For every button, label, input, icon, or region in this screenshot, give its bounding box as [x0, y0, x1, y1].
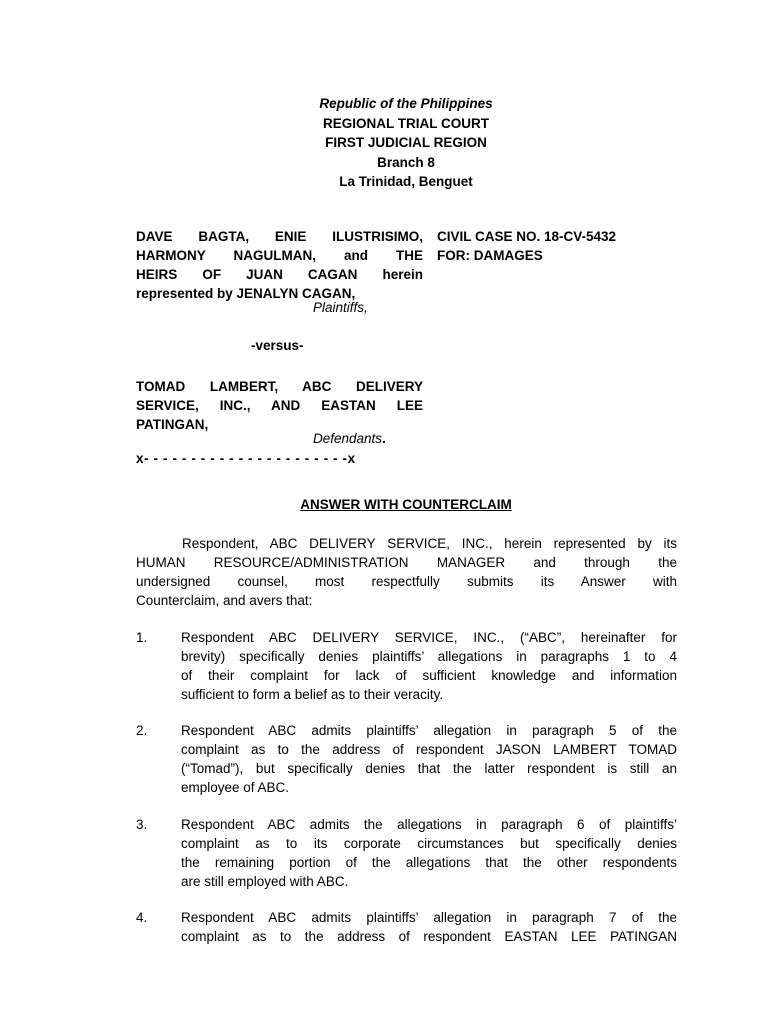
plaintiffs-line: represented by JENALYN CAGAN, [136, 286, 356, 301]
intro-paragraph [136, 534, 677, 610]
judicial-region: FIRST JUDICIAL REGION [325, 135, 487, 150]
defendants-role [313, 431, 386, 446]
numbered-paragraph [136, 628, 677, 704]
case-number: CIVIL CASE NO. 18-CV-5432 [437, 229, 617, 244]
paragraph-line: complaint as to the address of respondent JASON LAMBERT TOMAD [181, 742, 677, 757]
defendants-line: PATINGAN, [136, 417, 209, 432]
paragraph-line: complaint as to its corporate circumstances but specifically denies [181, 836, 677, 851]
court-name: REGIONAL TRIAL COURT [322, 115, 489, 131]
defendants-line: TOMAD LAMBERT, ABC DELIVERY [136, 379, 423, 394]
branch: Branch 8 [377, 154, 435, 170]
court-location: La Trinidad, Benguet [339, 174, 473, 189]
paragraph-line: of their complaint for lack of sufficient knowledge and information [181, 668, 677, 683]
paragraph-number: 2. [136, 723, 148, 738]
paragraph-number: 4. [136, 910, 148, 925]
plaintiffs-line: HEIRS OF JUAN CAGAN herein [136, 267, 423, 282]
paragraph-line: Respondent ABC admits the allegations in paragraph 6 of plaintiffs’ [181, 817, 677, 832]
paragraph-line: Respondent ABC admits plaintiffs’ allegation in paragraph 7 of the [181, 910, 677, 925]
paragraph-line: employee of ABC. [181, 780, 290, 795]
paragraph-line: Respondent ABC DELIVERY SERVICE, INC., (“ABC”, hereinafter for [181, 630, 677, 645]
paragraph-line: brevity) specifically denies plaintiffs’ allegations in paragraphs 1 to 4 [181, 649, 677, 664]
intro-line: Respondent, ABC DELIVERY SERVICE, INC., herein represented by its [182, 536, 677, 551]
paragraph-line: complaint as to the address of respondent EASTAN LEE PATINGAN [181, 929, 677, 944]
paragraph-line: are still employed with ABC. [181, 874, 349, 889]
intro-line: Counterclaim, and avers that: [136, 593, 313, 608]
defendants-role-label: Defendants [313, 431, 383, 446]
plaintiffs-block [136, 227, 423, 303]
intro-line: HUMAN RESOURCE/ADMINISTRATION MANAGER and through the [136, 555, 677, 570]
numbered-paragraph [136, 721, 677, 797]
republic-line: Republic of the Philippines [319, 96, 493, 111]
defendants-role-punct: . [382, 431, 386, 446]
document-title: ANSWER WITH COUNTERCLAIM [300, 497, 512, 512]
paragraph-body [181, 721, 677, 797]
plaintiffs-line: HARMONY NAGULMAN, and THE [136, 248, 423, 263]
paragraph-number: 1. [136, 630, 148, 645]
paragraph-line: sufficient to form a belief as to their veracity. [181, 687, 444, 702]
court-header [0, 94, 768, 192]
plaintiffs-role: Plaintiffs, [313, 300, 368, 315]
paragraph-line: Respondent ABC admits plaintiffs’ allegation in paragraph 5 of the [181, 723, 677, 738]
case-for: FOR: DAMAGES [437, 248, 543, 263]
paragraph-body [181, 815, 677, 891]
defendants-line: SERVICE, INC., AND EASTAN LEE [136, 398, 423, 413]
paragraph-body [181, 628, 677, 704]
numbered-paragraph [136, 815, 677, 891]
paragraph-body [181, 908, 677, 946]
numbered-paragraph [136, 908, 677, 946]
paragraph-line: (“Tomad”), but specifically denies that the latter respondent is still an [181, 761, 677, 776]
paragraph-line: the remaining portion of the allegations that the other respondents [181, 855, 677, 870]
caption-separator: x- - - - - - - - - - - - - - - - - - - - - -x [136, 451, 356, 466]
intro-line: undersigned counsel, most respectfully submits its Answer with [136, 574, 677, 589]
defendants-block [136, 377, 423, 434]
plaintiffs-line: DAVE BAGTA, ENIE ILUSTRISIMO, [136, 229, 423, 244]
paragraph-number: 3. [136, 817, 148, 832]
versus-label: -versus- [251, 338, 304, 353]
case-info-block [437, 227, 677, 265]
